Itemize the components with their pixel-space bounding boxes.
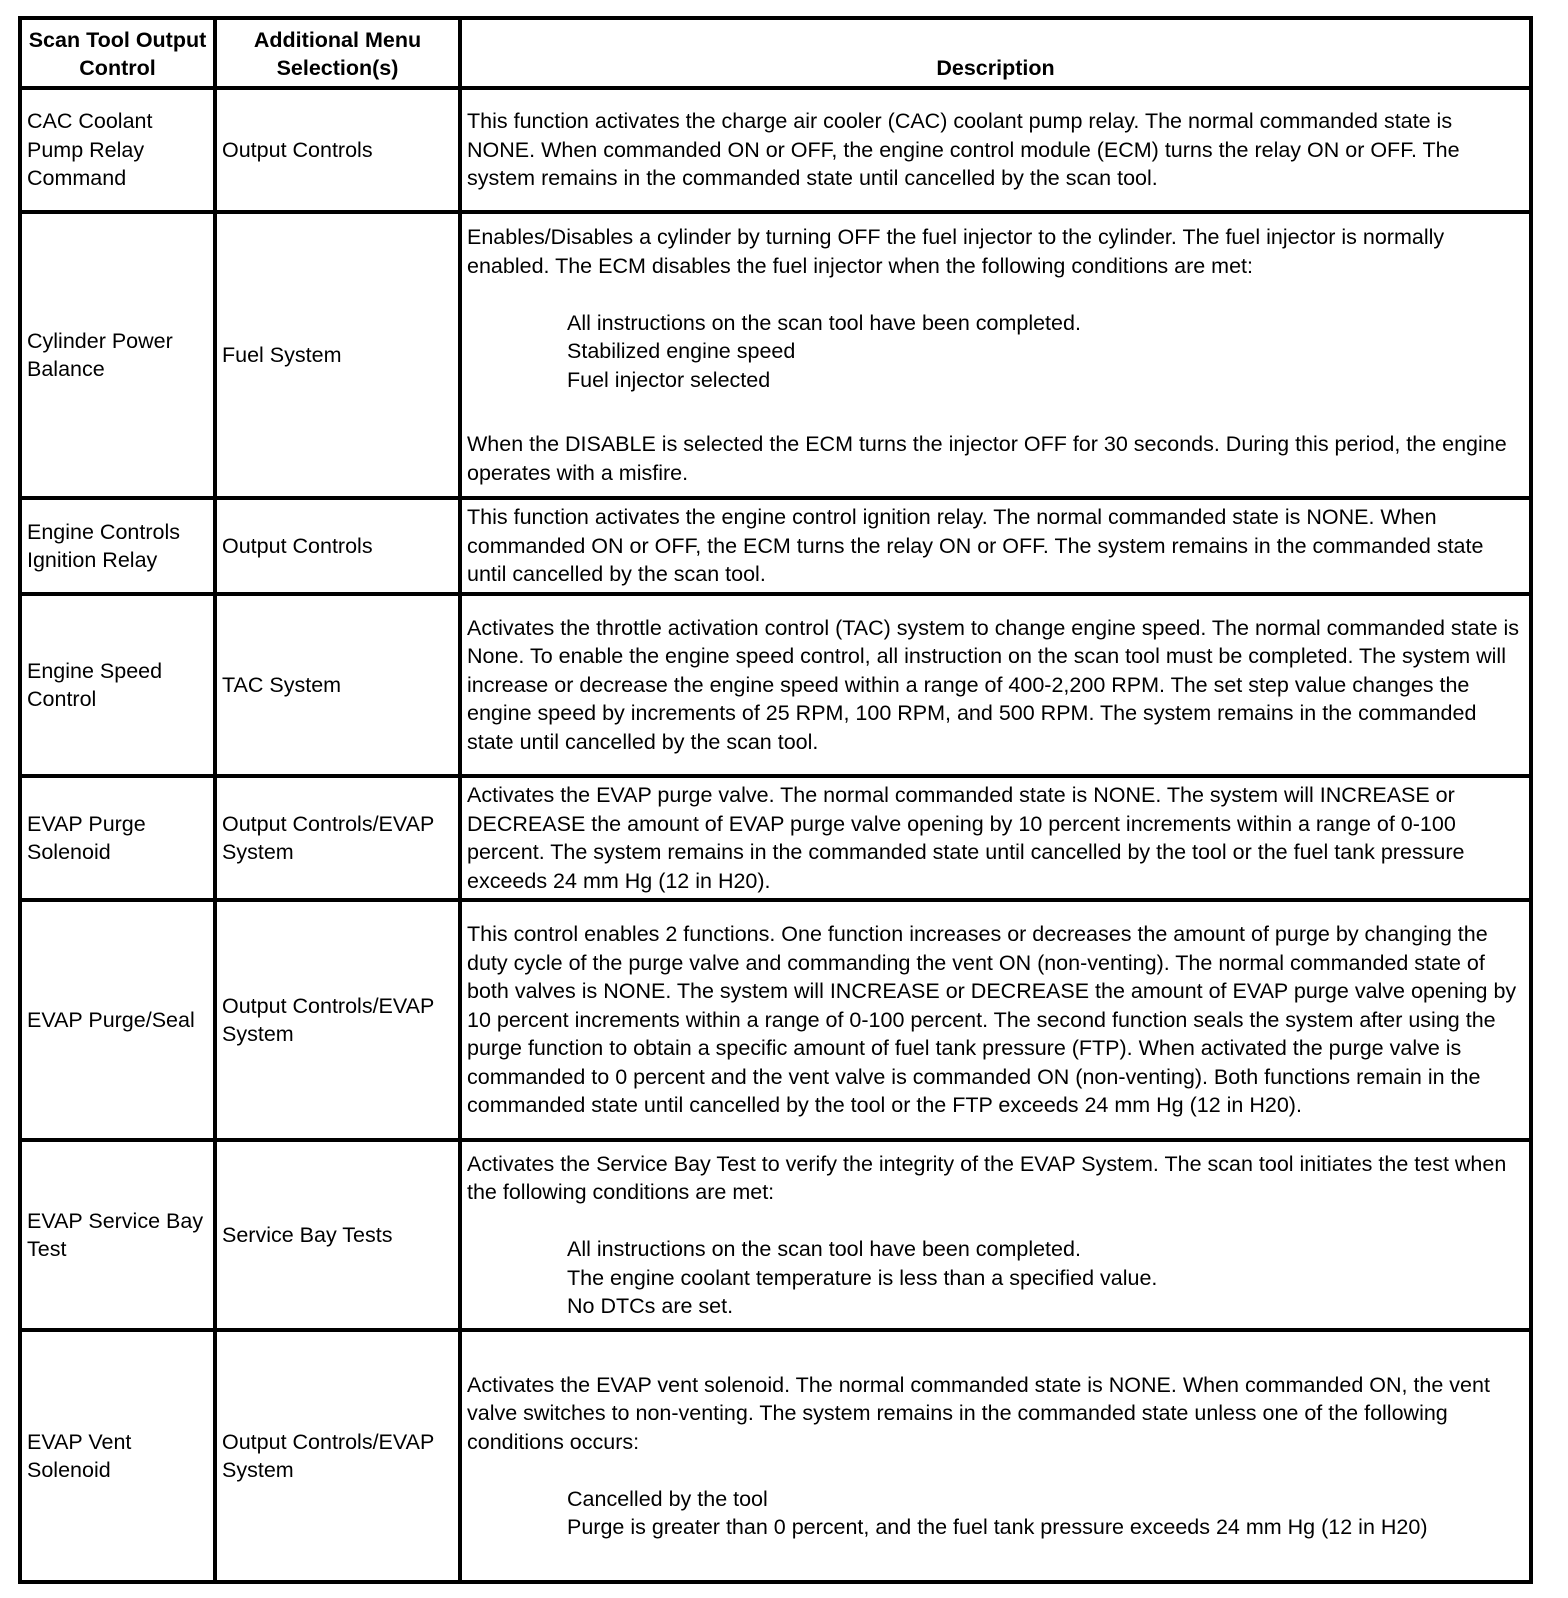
menu-selection: Service Bay Tests [215, 1140, 460, 1330]
spacer [467, 280, 1525, 309]
description [460, 1330, 1531, 1582]
menu-selection: Output Controls [215, 88, 460, 212]
condition-item: Stabilized engine speed [567, 339, 796, 363]
description [460, 212, 1531, 498]
spacer [467, 394, 1525, 430]
menu-selection: Fuel System [215, 212, 460, 498]
control-name: EVAP Service Bay Test [20, 1140, 215, 1330]
control-name: Engine Controls Ignition Relay [20, 498, 215, 594]
description-text: This control enables 2 functions. One function increases or decreases the amount of purge by changing the duty cycle of the purge valve and commanding the vent ON (non-venting). The normal commanded state of both valves is NONE. The system will INCREASE or DECREASE the amount of EVAP purge valve opening by 10 percent increments within a range of 0-100 percent. The second function seals the system after using the purge function to obtain a specific amount of fuel tank pressure (FTP). When activated the purge valve is commanded to 0 percent and the vent valve is commanded ON (non-venting). Both functions remain in the commanded state until cancelled by the tool or the FTP exceeds 24 mm Hg (12 in H20). [467, 922, 1517, 1118]
description-text: Activates the EVAP vent solenoid. The normal commanded state is NONE. When commanded ON, the vent valve switches to non-venting. The system remains in the commanded state unless one of the following conditions occurs: [467, 1372, 1490, 1454]
description-text: Enables/Disables a cylinder by turning OFF the fuel injector to the cylinder. The fuel injector is normally enabled. The ECM disables the fuel injector when the following conditions are met: [467, 225, 1445, 278]
condition-item: Cancelled by the tool [567, 1486, 768, 1511]
description [460, 594, 1531, 776]
header-scan-tool-output-control: Scan Tool Output Control [20, 18, 215, 88]
spacer [467, 1207, 1525, 1236]
condition-item: All instructions on the scan tool have been completed. [567, 1237, 1081, 1261]
table-header-row [20, 18, 1531, 88]
table-row [20, 1140, 1531, 1330]
control-name: EVAP Purge Solenoid [20, 776, 215, 900]
table-row [20, 212, 1531, 498]
description [460, 1140, 1531, 1330]
control-name: Cylinder Power Balance [20, 212, 215, 498]
description [460, 776, 1531, 900]
description-text: When the DISABLE is selected the ECM turns the injector OFF for 30 seconds. During this period, the engine operates with a misfire. [467, 432, 1507, 485]
description-text: Activates the throttle activation control (TAC) system to change engine speed. The normal commanded state is None. To enable the engine speed control, all instruction on the scan tool must be completed. The system will increase or decrease the engine speed within a range of 400-2,200 RPM. The set step value changes the engine speed by increments of 25 RPM, 100 RPM, and 500 RPM. The system remains in the commanded state until cancelled by the scan tool. [467, 615, 1520, 754]
description-text: Activates the EVAP purge valve. The normal commanded state is NONE. The system will INCREASE or DECREASE the amount of EVAP purge valve opening by 10 percent increments within a range of 0-100 percent. The system remains in the commanded state until cancelled by the tool or the fuel tank pressure exceeds 24 mm Hg (12 in H20). [467, 783, 1465, 893]
description-text: This function activates the engine control ignition relay. The normal commanded state is NONE. When commanded ON or OFF, the ECM turns the relay ON or OFF. The system remains in the commanded state until cancelled by the scan tool. [467, 505, 1484, 587]
menu-selection: Output Controls/EVAP System [215, 1330, 460, 1582]
table-row [20, 498, 1531, 594]
menu-selection: Output Controls/EVAP System [215, 776, 460, 900]
control-name: EVAP Vent Solenoid [20, 1330, 215, 1582]
table-row [20, 776, 1531, 900]
condition-item: No DTCs are set. [567, 1294, 734, 1318]
spacer [467, 1456, 1525, 1485]
condition-item: Fuel injector selected [567, 367, 771, 392]
control-name: EVAP Purge/Seal [20, 900, 215, 1140]
table-row [20, 88, 1531, 212]
condition-item: Purge is greater than 0 percent, and the fuel tank pressure exceeds 24 mm Hg (12 in H20) [567, 1515, 1428, 1539]
description-text: This function activates the charge air cooler (CAC) coolant pump relay. The normal commanded state is NONE. When commanded ON or OFF, the engine control module (ECM) turns the relay ON or OFF. The system remains in the commanded state until cancelled by the scan tool. [467, 109, 1460, 191]
table-row [20, 900, 1531, 1140]
condition-item: The engine coolant temperature is less than a specified value. [567, 1265, 1158, 1290]
condition-item: All instructions on the scan tool have been completed. [567, 310, 1081, 335]
description [460, 88, 1531, 212]
menu-selection: Output Controls [215, 498, 460, 594]
control-name: Engine Speed Control [20, 594, 215, 776]
description [460, 900, 1531, 1140]
menu-selection: TAC System [215, 594, 460, 776]
control-name: CAC Coolant Pump Relay Command [20, 88, 215, 212]
scan-tool-output-controls-table [18, 16, 1533, 1584]
menu-selection: Output Controls/EVAP System [215, 900, 460, 1140]
table-row [20, 594, 1531, 776]
description-text: Activates the Service Bay Test to verify the integrity of the EVAP System. The scan tool initiates the test when the following conditions are met: [467, 1151, 1507, 1204]
table-row [20, 1330, 1531, 1582]
header-description: Description [460, 18, 1531, 88]
description [460, 498, 1531, 594]
header-additional-menu-selections: Additional Menu Selection(s) [215, 18, 460, 88]
